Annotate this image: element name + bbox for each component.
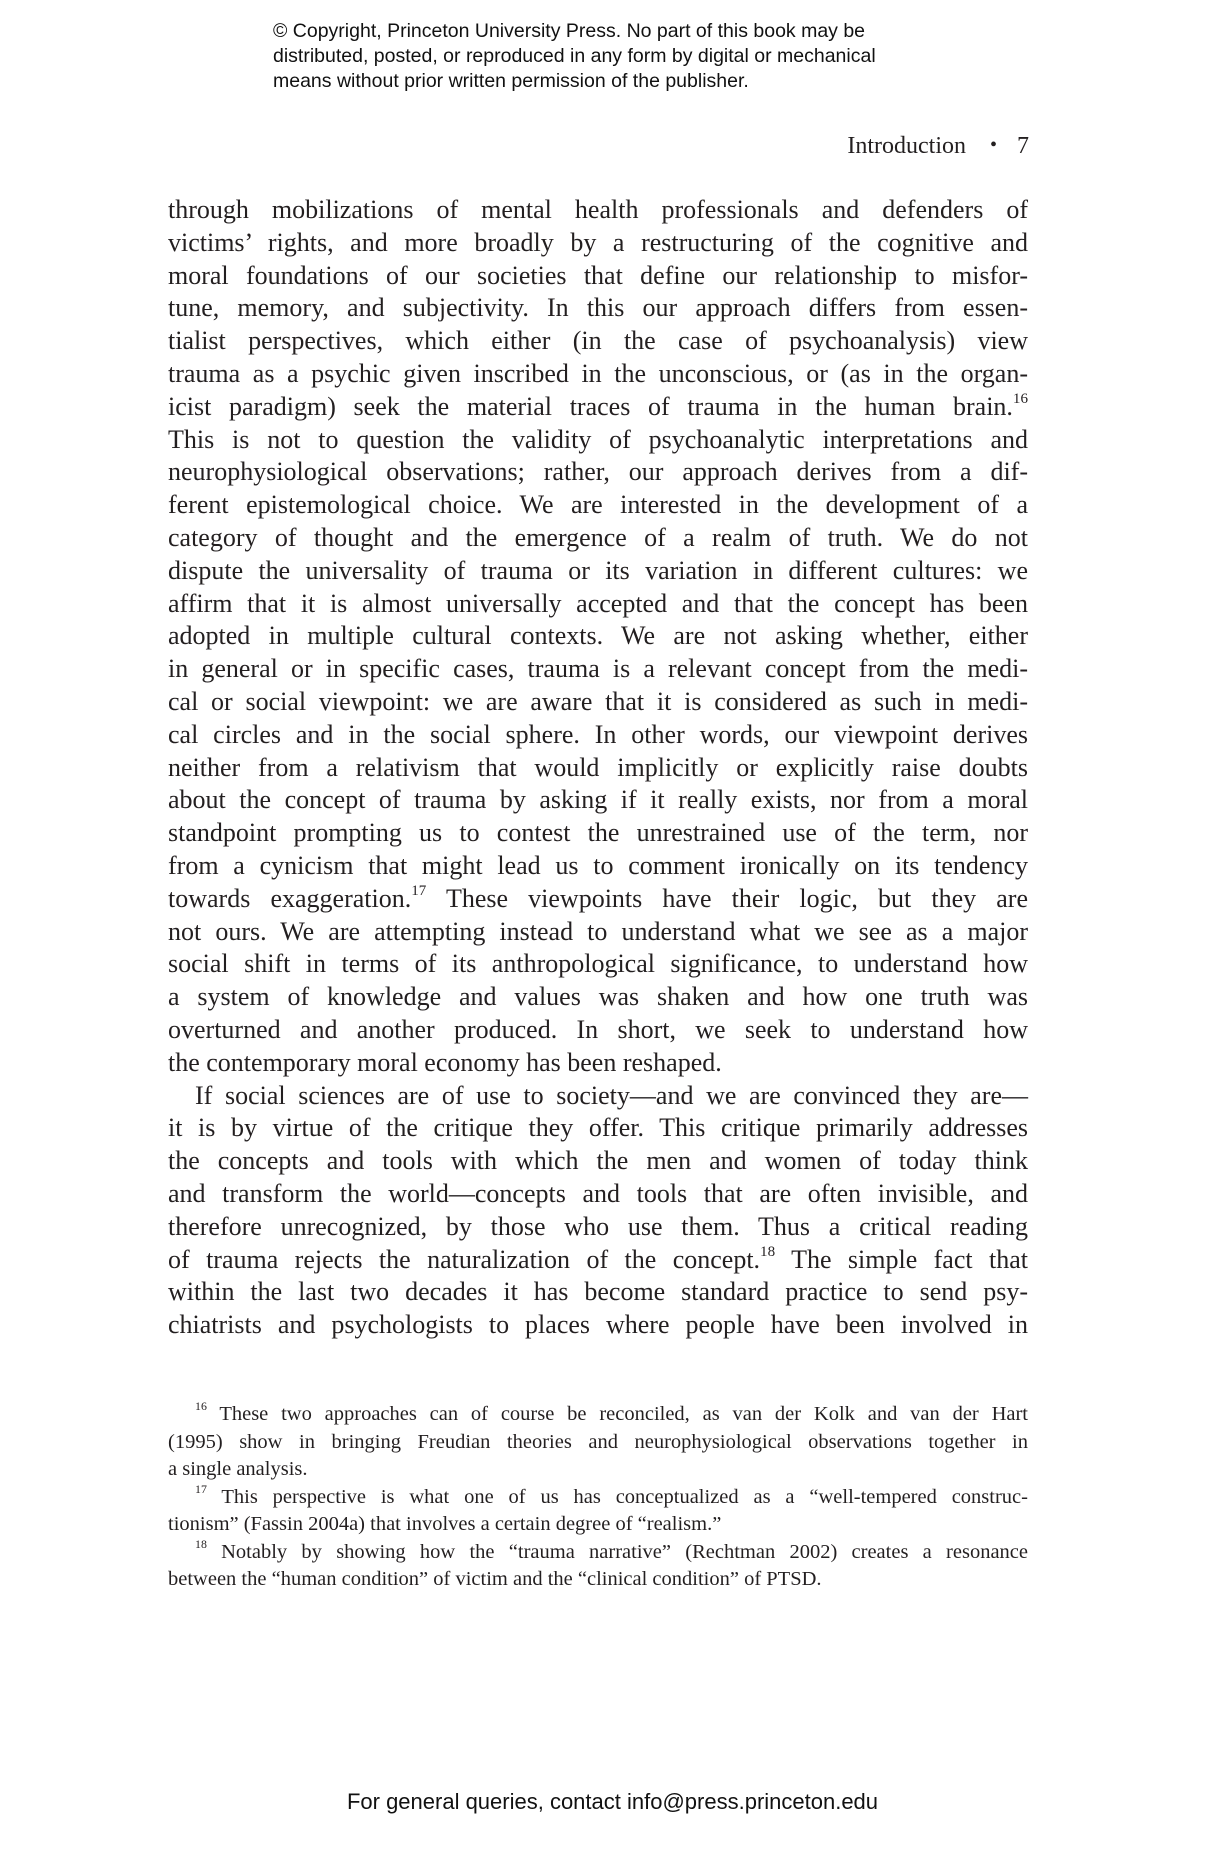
copyright-line: © Copyright, Princeton University Press. No part of this book may be <box>273 20 866 42</box>
text-line: from a cynicism that might lead us to comment ironically on its tendency <box>168 850 1028 880</box>
footnote-17 <box>168 1481 1028 1539</box>
footnote-line <box>168 1481 1028 1512</box>
body-text <box>168 194 1028 1342</box>
copyright-line: means without prior written permission of the publisher. <box>273 70 749 92</box>
text-line: the concepts and tools with which the men and women of today think <box>168 1146 1028 1176</box>
footnotes <box>168 1401 1028 1594</box>
text-line: chiatrists and psychologists to places where people have been involved in <box>168 1310 1028 1340</box>
text-line: it is by virtue of the critique they offer. This critique primarily addresses <box>168 1113 1028 1143</box>
text-segment: icist paradigm) seek the material traces of trauma in the human brain. <box>168 391 1013 421</box>
text-line <box>168 883 1028 916</box>
text-segment: This perspective is what one of us has conceptualized as a “well-tempered construc- <box>206 1485 1028 1508</box>
text-segment: The simple fact that <box>775 1244 1029 1274</box>
footnote-line <box>168 1536 1028 1567</box>
text-segment: towards exaggeration. <box>168 883 412 913</box>
text-line: tialist perspectives, which either (in the case of psychoanalysis) view <box>168 326 1028 356</box>
footnote-line <box>168 1401 1028 1429</box>
bullet-separator: • <box>989 134 997 156</box>
text-line: within the last two decades it has become standard practice to send psy- <box>168 1277 1028 1307</box>
text-segment: These viewpoints have their logic, but they are <box>426 883 1028 913</box>
text-line: not ours. We are attempting instead to understand what we see as a major <box>168 916 1028 946</box>
text-line: a system of knowledge and values was shaken and how one truth was <box>168 982 1028 1012</box>
section-title: Introduction <box>847 133 966 159</box>
text-line: neither from a relativism that would implicitly or explicitly raise doubts <box>168 752 1028 782</box>
running-head <box>847 131 1029 162</box>
text-line: adopted in multiple cultural contexts. We are not asking whether, either <box>168 621 1028 651</box>
footnote-number: 18 <box>195 1536 207 1551</box>
text-line: victims’ rights, and more broadly by a restructuring of the cognitive and <box>168 227 1028 257</box>
footnote-ref-17: 17 <box>411 882 427 899</box>
footnote-number: 17 <box>195 1481 207 1496</box>
text-line: category of thought and the emergence of a realm of truth. We do not <box>168 522 1028 552</box>
text-line: dispute the universality of trauma or its variation in different cultures: we <box>168 555 1028 585</box>
footer-contact: For general queries, contact info@press.princeton.edu <box>346 1789 879 1814</box>
text-line: therefore unrecognized, by those who use them. Thus a critical reading <box>168 1211 1028 1241</box>
footnote-18 <box>168 1536 1028 1594</box>
text-line: about the concept of trauma by asking if it really exists, nor from a moral <box>168 785 1028 815</box>
text-line <box>168 1244 1028 1277</box>
text-line: in general or in specific cases, trauma is a relevant concept from the medi- <box>168 654 1028 684</box>
copyright-line: distributed, posted, or reproduced in any form by digital or mechanical <box>273 45 876 67</box>
text-line: ferent epistemological choice. We are interested in the development of a <box>168 490 1028 520</box>
text-segment: These two approaches can of course be reconciled, as van der Kolk and van der Hart <box>206 1403 1028 1425</box>
text-segment: of trauma rejects the naturalization of the concept. <box>168 1244 761 1274</box>
footnote-16 <box>168 1401 1028 1484</box>
footnote-number: 16 <box>195 1399 207 1414</box>
text-line: If social sciences are of use to society—and we are convinced they are— <box>195 1080 1028 1110</box>
text-segment: Notably by showing how the “trauma narrative” (Rechtman 2002) creates a resonance <box>206 1540 1028 1563</box>
text-line: moral foundations of our societies that define our relationship to misfor- <box>168 260 1028 290</box>
text-line: through mobilizations of mental health professionals and defenders of <box>168 195 1028 224</box>
text-line: and transform the world—concepts and tools that are often invisible, and <box>168 1178 1028 1208</box>
copyright-notice <box>273 19 1033 94</box>
footnote-line: (1995) show in bringing Freudian theories and neurophysiological observations together in <box>168 1430 1028 1453</box>
text-line: This is not to question the validity of psychoanalytic interpretations and <box>168 424 1028 454</box>
text-line: trauma as a psychic given inscribed in the unconscious, or (as in the organ- <box>168 358 1028 388</box>
footnote-line: a single analysis. <box>168 1458 308 1480</box>
text-line: social shift in terms of its anthropological significance, to understand how <box>168 949 1028 979</box>
text-line: cal circles and in the social sphere. In other words, our viewpoint derives <box>168 719 1028 749</box>
text-line: standpoint prompting us to contest the unrestrained use of the term, nor <box>168 818 1028 848</box>
paragraph-1 <box>168 194 1028 1080</box>
footnote-ref-16: 16 <box>1012 390 1028 407</box>
footnote-line: between the “human condition” of victim and the “clinical condition” of PTSD. <box>168 1568 822 1590</box>
footnote-line: tionism” (Fassin 2004a) that involves a certain degree of “realism.” <box>168 1513 722 1535</box>
text-line: tune, memory, and subjectivity. In this our approach differs from essen- <box>168 293 1028 323</box>
text-line: neurophysiological observations; rather, our approach derives from a dif- <box>168 457 1028 487</box>
footnote-ref-18: 18 <box>760 1243 776 1260</box>
text-line: cal or social viewpoint: we are aware that it is considered as such in medi- <box>168 686 1028 716</box>
text-line: overturned and another produced. In short, we seek to understand how <box>168 1014 1028 1044</box>
paragraph-2 <box>168 1080 1028 1342</box>
text-line: the contemporary moral economy has been reshaped. <box>168 1047 722 1077</box>
text-line: affirm that it is almost universally accepted and that the concept has been <box>168 588 1028 618</box>
text-line <box>168 391 1028 424</box>
page-number: 7 <box>1017 133 1029 159</box>
